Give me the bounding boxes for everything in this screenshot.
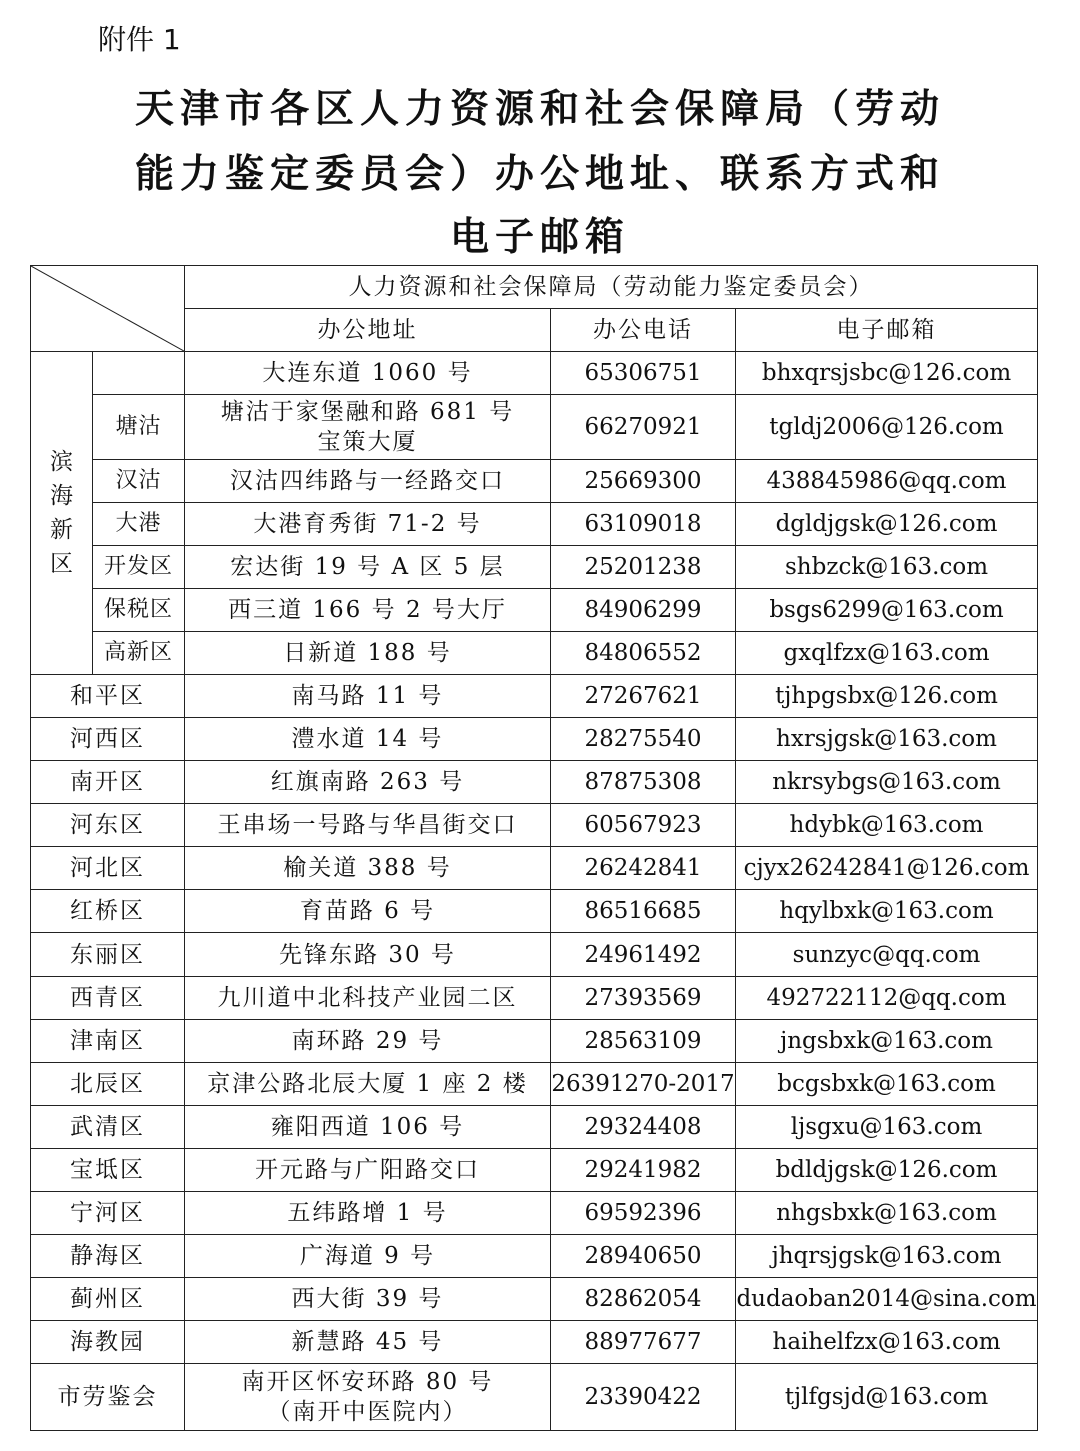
- district-name: 河北区: [31, 847, 185, 890]
- phone-cell: 28563109: [551, 1019, 736, 1062]
- address-line: 日新道 188 号: [283, 640, 452, 667]
- phone-cell: 26391270-2017: [551, 1062, 736, 1105]
- email-cell: tjlfgsjd@163.com: [736, 1363, 1038, 1430]
- address-cell: 澧水道 14 号: [185, 718, 551, 761]
- email-cell: bhxqrsjsbc@126.com: [736, 352, 1038, 395]
- sub-district: 开发区: [93, 546, 185, 589]
- email-cell: tgldj2006@126.com: [736, 395, 1038, 460]
- binhai-row: [31, 460, 1038, 503]
- binhai-row: [31, 589, 1038, 632]
- address-cell: [185, 632, 551, 675]
- address-cell: [185, 352, 551, 395]
- district-row: [31, 1363, 1038, 1430]
- district-row: [31, 976, 1038, 1019]
- phone-cell: 25669300: [551, 460, 736, 503]
- address-line-2: （南开中医院内）: [267, 1398, 468, 1425]
- district-row: [31, 1019, 1038, 1062]
- email-cell: gxqlfzx@163.com: [736, 632, 1038, 675]
- district-name: 津南区: [31, 1019, 185, 1062]
- district-row: [31, 1148, 1038, 1191]
- email-cell: sunzyc@qq.com: [736, 933, 1038, 976]
- sub-district: 塘沽: [93, 395, 185, 460]
- district-name: 北辰区: [31, 1062, 185, 1105]
- phone-cell: 63109018: [551, 503, 736, 546]
- district-row: [31, 1062, 1038, 1105]
- district-row: [31, 1234, 1038, 1277]
- address-line: 西三道 166 号 2 号大厅: [228, 597, 507, 624]
- district-name: 武清区: [31, 1105, 185, 1148]
- binhai-row: [31, 503, 1038, 546]
- district-row: [31, 1277, 1038, 1320]
- district-name: 西青区: [31, 976, 185, 1019]
- email-cell: hxrsjgsk@163.com: [736, 718, 1038, 761]
- email-cell: bdldjgsk@126.com: [736, 1148, 1038, 1191]
- email-cell: jhqrsjgsk@163.com: [736, 1234, 1038, 1277]
- column-header-email: 电子邮箱: [736, 309, 1038, 352]
- address-cell: [185, 546, 551, 589]
- email-cell: hdybk@163.com: [736, 804, 1038, 847]
- district-name: 蓟州区: [31, 1277, 185, 1320]
- district-row: [31, 890, 1038, 933]
- phone-cell: 86516685: [551, 890, 736, 933]
- address-cell: [185, 1363, 551, 1430]
- phone-cell: 29241982: [551, 1148, 736, 1191]
- column-header-phone: 办公电话: [551, 309, 736, 352]
- address-cell: 红旗南路 263 号: [185, 761, 551, 804]
- address-cell: 雍阳西道 106 号: [185, 1105, 551, 1148]
- binhai-group-text: 滨海新区: [50, 449, 73, 578]
- email-cell: bcgsbxk@163.com: [736, 1062, 1038, 1105]
- district-name: 市劳鉴会: [31, 1363, 185, 1430]
- phone-cell: 29324408: [551, 1105, 736, 1148]
- address-line: 大港育秀街 71-2 号: [253, 511, 482, 538]
- sub-district: 保税区: [93, 589, 185, 632]
- email-cell: hqylbxk@163.com: [736, 890, 1038, 933]
- contact-table: [30, 265, 1038, 1431]
- address-cell: 南环路 29 号: [185, 1019, 551, 1062]
- address-cell: 先锋东路 30 号: [185, 933, 551, 976]
- email-cell: jngsbxk@163.com: [736, 1019, 1038, 1062]
- email-cell: 438845986@qq.com: [736, 460, 1038, 503]
- district-name: 宁河区: [31, 1191, 185, 1234]
- address-cell: 广海道 9 号: [185, 1234, 551, 1277]
- district-name: 河东区: [31, 804, 185, 847]
- address-cell: [185, 460, 551, 503]
- address-line: 汉沽四纬路与一经路交口: [230, 468, 505, 495]
- address-cell: [185, 503, 551, 546]
- address-line: 宏达街 19 号 A 区 5 层: [230, 554, 505, 581]
- address-line: 南开区怀安环路 80 号: [241, 1368, 494, 1395]
- address-line: 塘沽于家堡融和路 681 号: [220, 399, 515, 426]
- address-cell: [185, 589, 551, 632]
- district-row: [31, 1191, 1038, 1234]
- attachment-label: 附件 1: [98, 23, 181, 56]
- phone-cell: 84906299: [551, 589, 736, 632]
- address-line: 大连东道 1060 号: [262, 360, 473, 387]
- sub-district: [93, 352, 185, 395]
- sub-district: 汉沽: [93, 460, 185, 503]
- email-cell: 492722112@qq.com: [736, 976, 1038, 1019]
- phone-cell: 84806552: [551, 632, 736, 675]
- phone-cell: 27267621: [551, 675, 736, 718]
- district-row: [31, 718, 1038, 761]
- column-header-address: 办公地址: [185, 309, 551, 352]
- binhai-row: [31, 352, 1038, 395]
- phone-cell: 28940650: [551, 1234, 736, 1277]
- address-cell: 九川道中北科技产业园二区: [185, 976, 551, 1019]
- phone-cell: 28275540: [551, 718, 736, 761]
- email-cell: haihelfzx@163.com: [736, 1320, 1038, 1363]
- email-cell: dgldjgsk@126.com: [736, 503, 1038, 546]
- district-name: 和平区: [31, 675, 185, 718]
- phone-cell: 87875308: [551, 761, 736, 804]
- district-name: 东丽区: [31, 933, 185, 976]
- phone-cell: 25201238: [551, 546, 736, 589]
- phone-cell: 88977677: [551, 1320, 736, 1363]
- diagonal-corner-cell: [31, 266, 185, 352]
- district-name: 红桥区: [31, 890, 185, 933]
- address-cell: 榆关道 388 号: [185, 847, 551, 890]
- binhai-group-label: [31, 352, 93, 675]
- address-cell: 西大街 39 号: [185, 1277, 551, 1320]
- district-name: 宝坻区: [31, 1148, 185, 1191]
- district-row: [31, 1105, 1038, 1148]
- group-header: 人力资源和社会保障局（劳动能力鉴定委员会）: [185, 266, 1038, 309]
- address-cell: 新慧路 45 号: [185, 1320, 551, 1363]
- district-row: [31, 1320, 1038, 1363]
- email-cell: nhgsbxk@163.com: [736, 1191, 1038, 1234]
- sub-district: 高新区: [93, 632, 185, 675]
- sub-district: 大港: [93, 503, 185, 546]
- address-cell: 南马路 11 号: [185, 675, 551, 718]
- email-cell: nkrsybgs@163.com: [736, 761, 1038, 804]
- binhai-row: [31, 632, 1038, 675]
- email-cell: cjyx26242841@126.com: [736, 847, 1038, 890]
- binhai-row: [31, 395, 1038, 460]
- phone-cell: 24961492: [551, 933, 736, 976]
- phone-cell: 69592396: [551, 1191, 736, 1234]
- address-cell: 开元路与广阳路交口: [185, 1148, 551, 1191]
- district-row: [31, 675, 1038, 718]
- phone-cell: 65306751: [551, 352, 736, 395]
- title-line-2: 能力鉴定委员会）办公地址、联系方式和: [134, 152, 945, 197]
- phone-cell: 23390422: [551, 1363, 736, 1430]
- address-cell: 育苗路 6 号: [185, 890, 551, 933]
- email-cell: ljsgxu@163.com: [736, 1105, 1038, 1148]
- email-cell: bsgs6299@163.com: [736, 589, 1038, 632]
- email-cell: tjhpgsbx@126.com: [736, 675, 1038, 718]
- title-line-1: 天津市各区人力资源和社会保障局（劳动: [134, 87, 945, 132]
- address-cell: [185, 395, 551, 460]
- address-cell: 王串场一号路与华昌街交口: [185, 804, 551, 847]
- address-cell: 京津公路北辰大厦 1 座 2 楼: [185, 1062, 551, 1105]
- district-row: [31, 847, 1038, 890]
- district-name: 南开区: [31, 761, 185, 804]
- district-row: [31, 804, 1038, 847]
- district-row: [31, 761, 1038, 804]
- phone-cell: 82862054: [551, 1277, 736, 1320]
- binhai-row: [31, 546, 1038, 589]
- email-cell: shbzck@163.com: [736, 546, 1038, 589]
- address-cell: 五纬路增 1 号: [185, 1191, 551, 1234]
- district-name: 海教园: [31, 1320, 185, 1363]
- phone-cell: 27393569: [551, 976, 736, 1019]
- district-name: 河西区: [31, 718, 185, 761]
- title-line-3: 电子邮箱: [449, 215, 630, 260]
- address-line-2: 宝策大厦: [317, 429, 418, 456]
- phone-cell: 26242841: [551, 847, 736, 890]
- district-name: 静海区: [31, 1234, 185, 1277]
- phone-cell: 60567923: [551, 804, 736, 847]
- phone-cell: 66270921: [551, 395, 736, 460]
- district-row: [31, 933, 1038, 976]
- email-cell: dudaoban2014@sina.com: [736, 1277, 1038, 1320]
